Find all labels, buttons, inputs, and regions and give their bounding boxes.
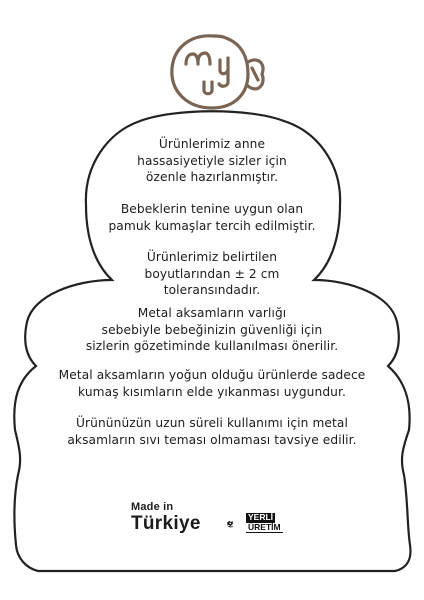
text-line: pamuk kumaşlar tercih edilmiştir. <box>108 218 316 233</box>
paragraph-cotton-fabrics <box>0 201 424 234</box>
text-line: hassasiyetiyle sizler için <box>137 153 287 168</box>
text-line: aksamların sıvı teması olmaması tavsiye edilir. <box>67 432 357 447</box>
made-in-turkiye-badge <box>131 501 226 534</box>
text-line: Ürününüzün uzun süreli kullanımı için metal <box>76 416 348 430</box>
brand-logo <box>162 30 272 112</box>
text-line: boyutlarından ± 2 cm <box>144 266 280 281</box>
handshake-icon <box>227 512 247 536</box>
text-line: özenle hazırlanmıştır. <box>145 170 279 185</box>
paragraph-crafted-with-care <box>0 136 424 186</box>
uretim-label: ÜRETİM <box>248 521 281 532</box>
paragraph-avoid-liquid <box>0 415 424 448</box>
paragraph-hand-wash <box>0 367 424 400</box>
yerli-uretim-badge <box>246 513 283 533</box>
text-line: Bebeklerin tenine uygun olan <box>120 202 304 216</box>
text-line: Metal aksamların yoğun olduğu ürünlerde sadece <box>58 368 366 382</box>
text-line: Ürünlerimiz belirtilen <box>146 250 278 264</box>
text-line: sizlerin gözetiminde kullanılması önerilir. <box>85 339 339 354</box>
text-line: Ürünlerimiz anne <box>158 137 266 151</box>
paragraph-size-tolerance <box>0 249 424 299</box>
yerli-label: YERLİ <box>248 512 274 522</box>
made-in-label: Made in <box>131 501 174 513</box>
text-line: kumaş kısımların elde yıkanması uygundur. <box>78 384 346 399</box>
text-line: Metal aksamların varlığı <box>137 306 287 320</box>
country-label: Türkiye <box>131 513 201 534</box>
text-line: sebebiyle bebeğinizin güvenliği için <box>101 322 323 337</box>
paragraph-metal-parts-safety <box>0 305 424 355</box>
text-line: toleransındadır. <box>163 283 261 298</box>
